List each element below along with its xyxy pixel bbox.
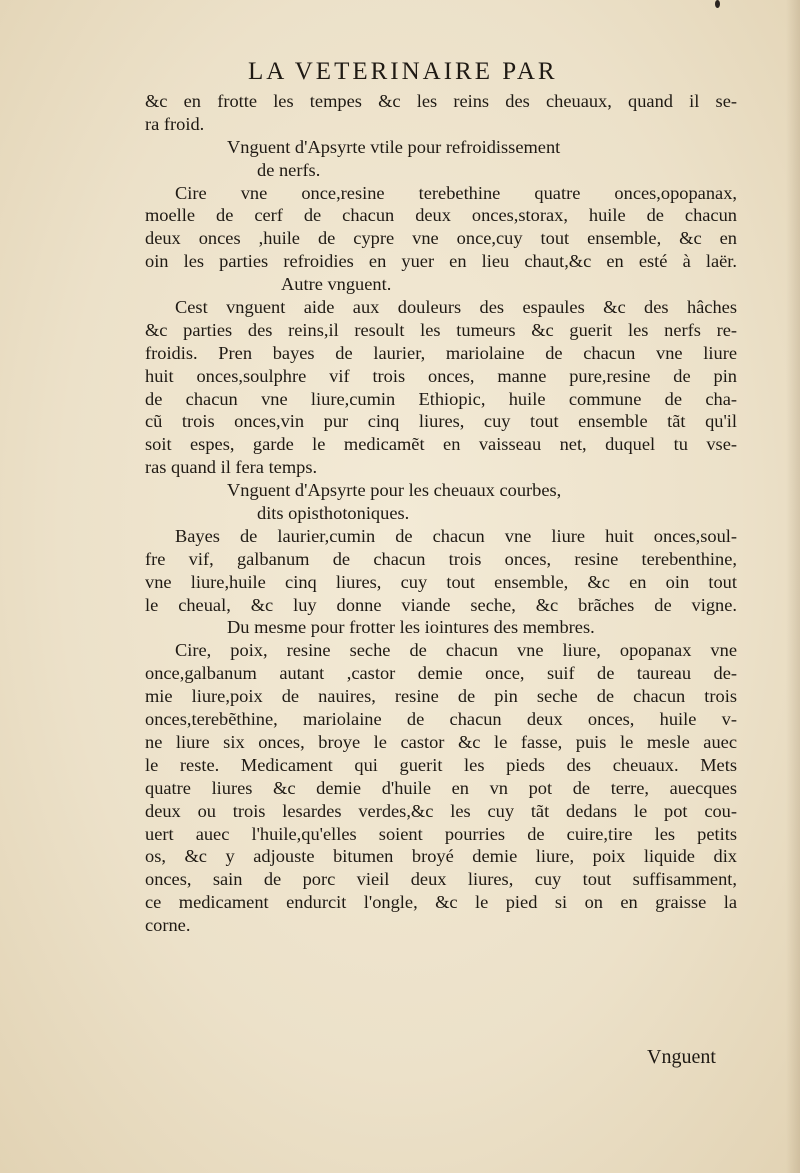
text-line: Cest vnguent aide aux douleurs des espaules &c des hâches [175,297,737,318]
running-head: LA VETERINAIRE PAR [248,58,558,85]
text-line: ne liure six onces, broye le castor &c le fasse, puis le mesle auec [145,731,737,752]
section-heading: Autre vnguent. [281,274,392,295]
section-heading: Vnguent d'Apsyrte vtile pour refroidissement [227,136,561,157]
catchword: Vnguent [647,1046,716,1068]
text-line: vne liure,huile cinq liures, cuy tout ensemble, &c en oin tout [145,571,737,592]
text-line: once,galbanum autant ,castor demie once, suif de taureau de- [145,663,737,684]
text-line: deux onces ,huile de cypre vne once,cuy tout ensemble, &c en [145,228,737,249]
section-heading: dits opisthotoniques. [257,503,410,524]
text-line: moelle de cerf de chacun deux onces,storax, huile de chacun [145,205,737,226]
page-edge-shadow [786,0,800,1173]
text-line: uert auec l'huile,qu'elles soient pourries de cuire,tire les petits [145,823,737,844]
text-line: deux ou trois lesardes verdes,&c les cuy tãt dedans le pot cou- [145,800,737,821]
text-line: le reste. Medicament qui guerit les pieds des cheuaux. Mets [145,754,737,775]
text-line: quatre liures &c demie d'huile en vn pot de terre, auecques [145,777,737,798]
text-line: de chacun vne liure,cumin Ethiopic, huile commune de cha- [145,388,737,409]
text-line: &c parties des reins,il resoult les tumeurs &c guerit les nerfs re- [145,319,737,340]
text-line: Bayes de laurier,cumin de chacun vne liure huit onces,soul- [175,525,737,546]
text-line: froidis. Pren bayes de laurier, mariolaine de chacun vne liure [145,342,737,363]
text-line: os, &c y adjouste bitumen broyé demie liure, poix liquide dix [145,846,737,867]
section-heading: de nerfs. [257,159,321,180]
text-line: ce medicament endurcit l'ongle, &c le pied si on en graisse la [145,892,737,913]
text-line: le cheual, &c luy donne viande seche, &c brãches de vigne. [145,594,737,615]
text-line: oin les parties refroidies en yuer en lieu chaut,&c en esté à laër. [145,251,737,272]
text-line: onces, sain de porc vieil deux liures, cuy tout suffisamment, [145,869,737,890]
text-line: mie liure,poix de nauires, resine de pin seche de chacun trois [145,686,737,707]
text-line: onces,terebẽthine, mariolaine de chacun deux onces, huile v- [145,709,737,730]
text-line: fre vif, galbanum de chacun trois onces, resine terebenthine, [145,548,737,569]
text-line: ras quand il fera temps. [145,457,318,478]
text-line: Cire vne once,resine terebethine quatre onces,opopanax, [175,182,737,203]
text-line: &c en frotte les tempes &c les reins des cheuaux, quand il se- [145,91,737,111]
section-heading: Du mesme pour frotter les iointures des membres. [227,617,595,638]
text-line: corne. [145,915,191,936]
ink-dot [715,0,720,8]
text-line: cũ trois onces,vin pur cinq liures, cuy tout ensemble tãt qu'il [145,411,737,432]
body-text [145,90,737,937]
text-line: soit espes, garde le medicamẽt en vaisseau net, duquel tu vse- [145,434,737,455]
text-line: ra froid. [145,113,205,134]
section-heading: Vnguent d'Apsyrte pour les cheuaux courbes, [227,480,562,501]
text-line: huit onces,soulphre vif trois onces, manne pure,resine de pin [145,365,737,386]
text-line: Cire, poix, resine seche de chacun vne liure, opopanax vne [175,640,737,661]
